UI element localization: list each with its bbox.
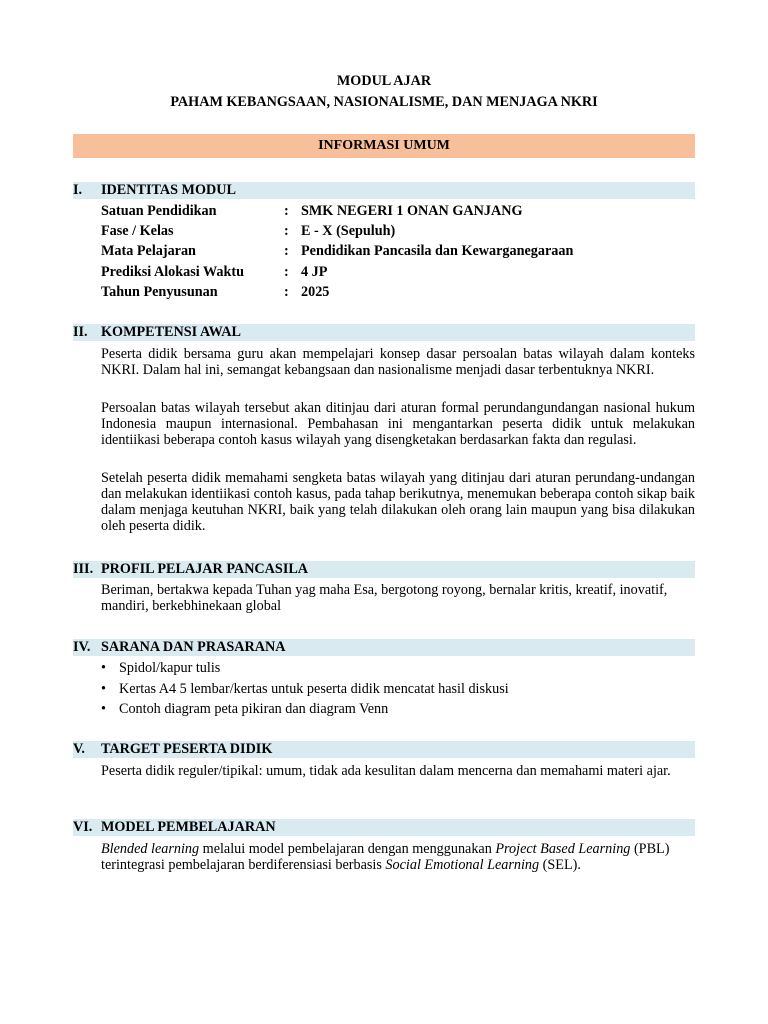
kompetensi-paragraph-3: Setelah peserta didik memahami sengketa batas wilayah yang ditinjau dari aturan perundang-undangan dan melakukan identiikasi contoh kasus, pada tahap berikutnya, menemukan beberapa contoh sikap baik dalam menjaga keutuhan NKRI, baik yang telah dilakukan oleh orang lain maupun yang bisa dilakukan oleh peserta didik. [101,470,695,534]
section-profil-header [73,561,695,578]
identity-label: Fase / Kelas [101,223,174,239]
identity-label: Mata Pelajaran [101,243,196,259]
identity-value: Pendidikan Pancasila dan Kewarganegaraan [301,243,574,259]
model-text: (PBL) terintegrasi pembelajaran berdiferensiasi berbasis [101,841,670,873]
model-paragraph [101,841,695,873]
section-title: MODEL PEMBELAJARAN [101,819,276,835]
identity-value: E - X (Sepuluh) [301,223,396,239]
section-number: IV. [73,639,91,655]
section-title: KOMPETENSI AWAL [101,324,241,340]
identity-value: SMK NEGERI 1 ONAN GANJANG [301,203,523,219]
sarana-list [101,658,695,720]
pbl-term: Project Based Learning [495,841,631,857]
identity-colon: : [284,223,289,239]
section-number: V. [73,741,85,757]
list-item-text: Kertas A4 5 lembar/kertas untuk peserta didik mencatat hasil diskusi [119,680,509,697]
identity-colon: : [284,284,289,300]
info-umum-bar: INFORMASI UMUM [73,134,695,158]
identity-colon: : [284,264,289,280]
section-identitas-header [73,182,695,199]
list-item [101,699,695,720]
section-model-header [73,819,695,836]
identity-colon: : [284,203,289,219]
identity-value: 4 JP [301,264,328,280]
kompetensi-paragraph-1: Peserta didik bersama guru akan mempelajari konsep dasar persoalan batas wilayah dalam konteks NKRI. Dalam hal ini, semangat kebangsaan dan nasionalisme menjadi dasar terbentuknya NKRI. [101,346,695,378]
list-item-text: Spidol/kapur tulis [119,660,221,676]
list-item [101,679,695,700]
section-title: IDENTITAS MODUL [101,182,236,198]
section-number: III. [73,561,94,577]
profil-paragraph: Beriman, bertakwa kepada Tuhan yag maha Esa, bergotong royong, bernalar kritis, kreatif, inovatif, mandiri, berkebhinekaan global [101,582,668,614]
section-title: PROFIL PELAJAR PANCASILA [101,561,309,577]
sel-term: Social Emotional Learning [385,857,540,873]
section-title: TARGET PESERTA DIDIK [101,741,273,757]
identity-label: Tahun Penyusunan [101,284,218,300]
section-title: SARANA DAN PRASARANA [101,639,286,655]
blended-learning-term: Blended learning [101,841,200,857]
target-paragraph: Peserta didik reguler/tipikal: umum, tidak ada kesulitan dalam mencerna dan memahami materi ajar. [101,763,671,779]
kompetensi-paragraph-2: Persoalan batas wilayah tersebut akan ditinjau dari aturan formal perundangundangan nasional hukum Indonesia maupun internasional. Pembahasan ini mengantarkan peserta didik untuk melakukan identiikasi beberapa contoh kasus wilayah yang disengketakan berdasarkan fakta dan regulasi. [101,400,695,448]
section-number: II. [73,324,88,340]
section-sarana-header [73,639,695,656]
section-number: VI. [73,819,93,835]
document-title: MODUL AJAR [336,73,432,89]
model-text: (SEL). [539,857,581,873]
section-number: I. [73,182,83,198]
section-target-header [73,741,695,758]
document-subtitle: PAHAM KEBANGSAAN, NASIONALISME, DAN MENJAGA NKRI [170,94,598,110]
identity-label: Satuan Pendidikan [101,203,217,219]
model-text: melalui model pembelajaran dengan menggunakan [199,841,496,857]
identity-value: 2025 [301,284,330,300]
identity-label: Prediksi Alokasi Waktu [101,264,244,280]
bullet-icon: • [101,701,106,717]
bullet-icon: • [101,680,106,697]
bullet-icon: • [101,660,106,676]
list-item-text: Contoh diagram peta pikiran dan diagram Venn [119,701,389,717]
list-item [101,658,695,679]
section-kompetensi-header [73,324,695,341]
identity-colon: : [284,243,289,259]
